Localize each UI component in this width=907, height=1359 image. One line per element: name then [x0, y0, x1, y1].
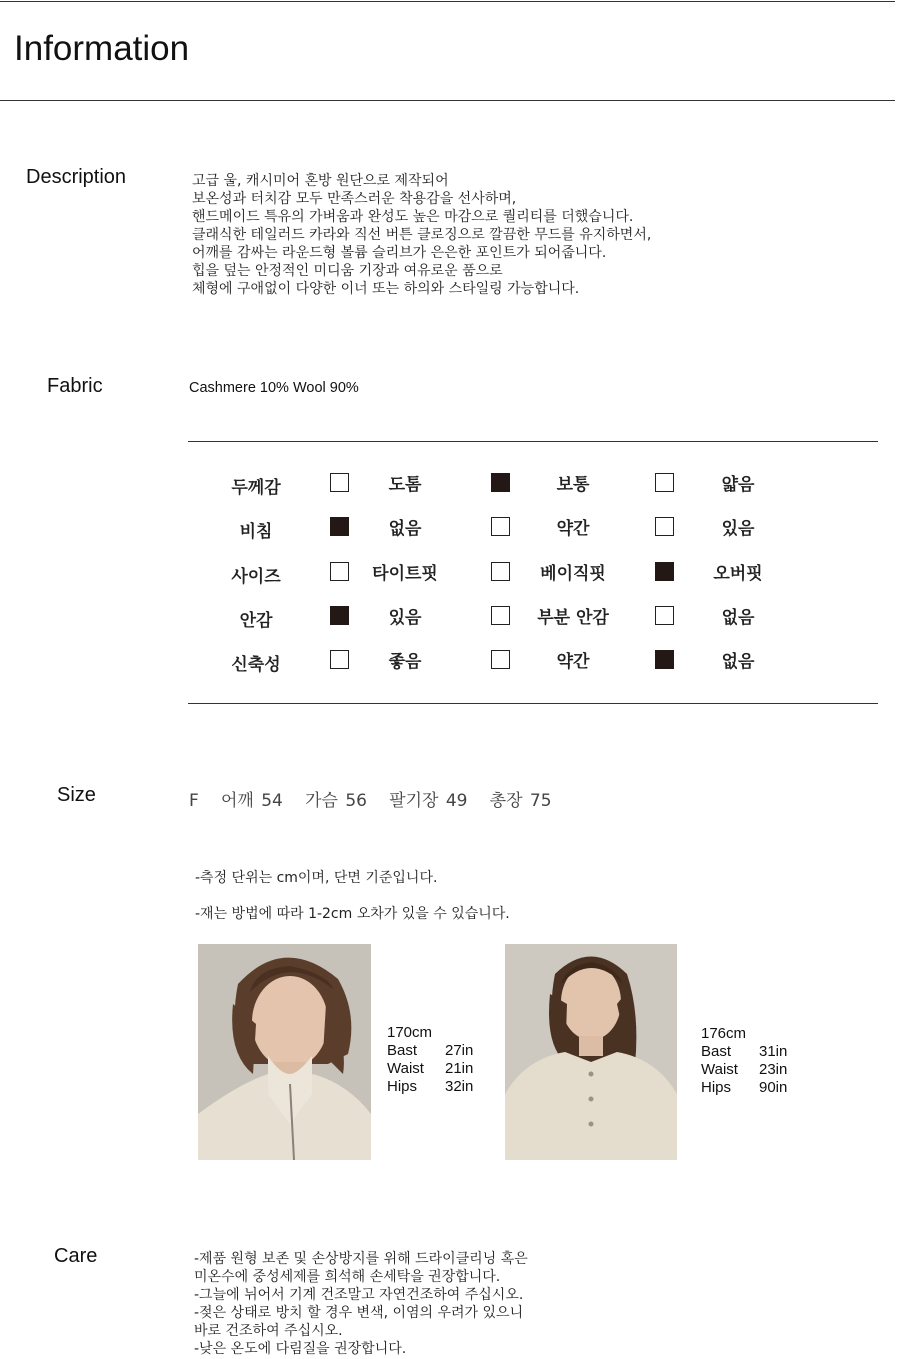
care-line: -제품 원형 보존 및 손상방지를 위해 드라이클리닝 혹은: [194, 1251, 528, 1267]
fabric-option-label: 있음: [388, 608, 422, 628]
checkbox-unchecked: [491, 562, 510, 581]
measure-value: 90in: [759, 1079, 788, 1096]
model-measurements-2: [701, 1025, 787, 1097]
description-line: 체형에 구애없이 다양한 이너 또는 하의와 스타일링 가능합니다.: [192, 281, 580, 297]
checkbox-unchecked: [655, 517, 674, 536]
fabric-attr-label: 안감: [239, 611, 273, 631]
checkbox-checked: [655, 650, 674, 669]
fabric-option-label: 보통: [556, 475, 590, 495]
care-text: [194, 1250, 528, 1358]
fabric-option-label: 없음: [388, 519, 422, 539]
checkbox-unchecked: [491, 650, 510, 669]
care-line: -젖은 상태로 방치 할 경우 변색, 이염의 우려가 있으니: [194, 1305, 524, 1321]
size-note: -측정 단위는 cm이며, 단면 기준입니다.: [195, 870, 438, 886]
measure-key: Waist: [701, 1061, 738, 1078]
model-measurements-1: [387, 1024, 473, 1096]
description-label: Description: [26, 166, 127, 188]
top-rule: [0, 1, 895, 2]
measure-value: 23in: [759, 1061, 788, 1078]
model-photo-2: [505, 944, 677, 1160]
description-line: 힙을 덮는 안정적인 미디움 기장과 여유로운 품으로: [192, 263, 503, 279]
model-height: 170cm: [387, 1024, 433, 1041]
measure-key: Hips: [387, 1078, 418, 1095]
measure-value: 32in: [445, 1078, 474, 1095]
fabric-option-label: 타이트핏: [372, 564, 438, 584]
model-photo-1: [198, 944, 371, 1160]
size-note: -재는 방법에 따라 1-2cm 오차가 있을 수 있습니다.: [195, 906, 510, 922]
fabric-attr-label: 신축성: [231, 655, 281, 675]
fabric-attr-label: 비침: [239, 522, 273, 542]
fabric-option-label: 약간: [556, 652, 590, 672]
size-label: Size: [57, 784, 96, 806]
fabric-option-label: 있음: [721, 519, 755, 539]
care-line: 미온수에 중성세제를 희석해 손세탁을 권장합니다.: [194, 1269, 501, 1285]
fabric-composition: Cashmere 10% Wool 90%: [189, 380, 359, 396]
care-label: Care: [54, 1245, 98, 1267]
care-line: -낮은 온도에 다림질을 권장합니다.: [194, 1341, 407, 1357]
fabric-option-label: 없음: [721, 608, 755, 628]
description-line: 고급 울, 캐시미어 혼방 원단으로 제작되어: [192, 173, 449, 189]
description-line: 핸드메이드 특유의 가벼움과 완성도 높은 마감으로 퀄리티를 더했습니다.: [192, 209, 634, 225]
title-rule: [0, 100, 895, 101]
description-line: 어깨를 감싸는 라운드형 볼륨 슬리브가 은은한 포인트가 되어줍니다.: [192, 245, 607, 261]
care-line: -그늘에 뉘어서 기계 건조말고 자연건조하여 주십시오.: [194, 1287, 524, 1303]
checkbox-unchecked: [491, 517, 510, 536]
measure-key: Bast: [387, 1042, 418, 1059]
page-title: Information: [14, 29, 190, 68]
fabric-option-label: 도톰: [388, 475, 422, 495]
care-line: 바로 건조하여 주십시오.: [194, 1323, 343, 1339]
fabric-label: Fabric: [47, 375, 103, 397]
fabric-option-label: 없음: [721, 652, 755, 672]
measure-key: Bast: [701, 1043, 732, 1060]
description-text: [192, 172, 651, 298]
size-spec: F 어깨 54 가슴 56 팔기장 49 총장 75: [189, 791, 552, 811]
checkbox-checked: [655, 562, 674, 581]
checkbox-unchecked: [655, 473, 674, 492]
fabric-rule-top: [188, 441, 878, 442]
description-line: 클래식한 테일러드 카라와 직선 버튼 클로징으로 깔끔한 무드를 유지하면서,: [192, 227, 652, 243]
measure-value: 21in: [445, 1060, 474, 1077]
fabric-option-label: 약간: [556, 519, 590, 539]
size-notes: [195, 851, 510, 941]
fabric-rule-bottom: [188, 703, 878, 704]
fabric-option-label: 부분 안감: [537, 608, 609, 628]
description-line: 보온성과 터치감 모두 만족스러운 착용감을 선사하며,: [192, 191, 517, 207]
fabric-option-label: 얇음: [721, 475, 755, 495]
fabric-attr-label: 사이즈: [231, 567, 281, 587]
measure-key: Hips: [701, 1079, 732, 1096]
measure-value: 31in: [759, 1043, 788, 1060]
fabric-option-label: 베이직핏: [540, 564, 606, 584]
measure-key: Waist: [387, 1060, 424, 1077]
checkbox-checked: [491, 473, 510, 492]
checkbox-unchecked: [491, 606, 510, 625]
checkbox-unchecked: [655, 606, 674, 625]
fabric-option-label: 좋음: [388, 652, 422, 672]
model-height: 176cm: [701, 1025, 747, 1042]
measure-value: 27in: [445, 1042, 474, 1059]
fabric-option-label: 오버핏: [713, 564, 763, 584]
fabric-attr-label: 두께감: [231, 478, 281, 498]
